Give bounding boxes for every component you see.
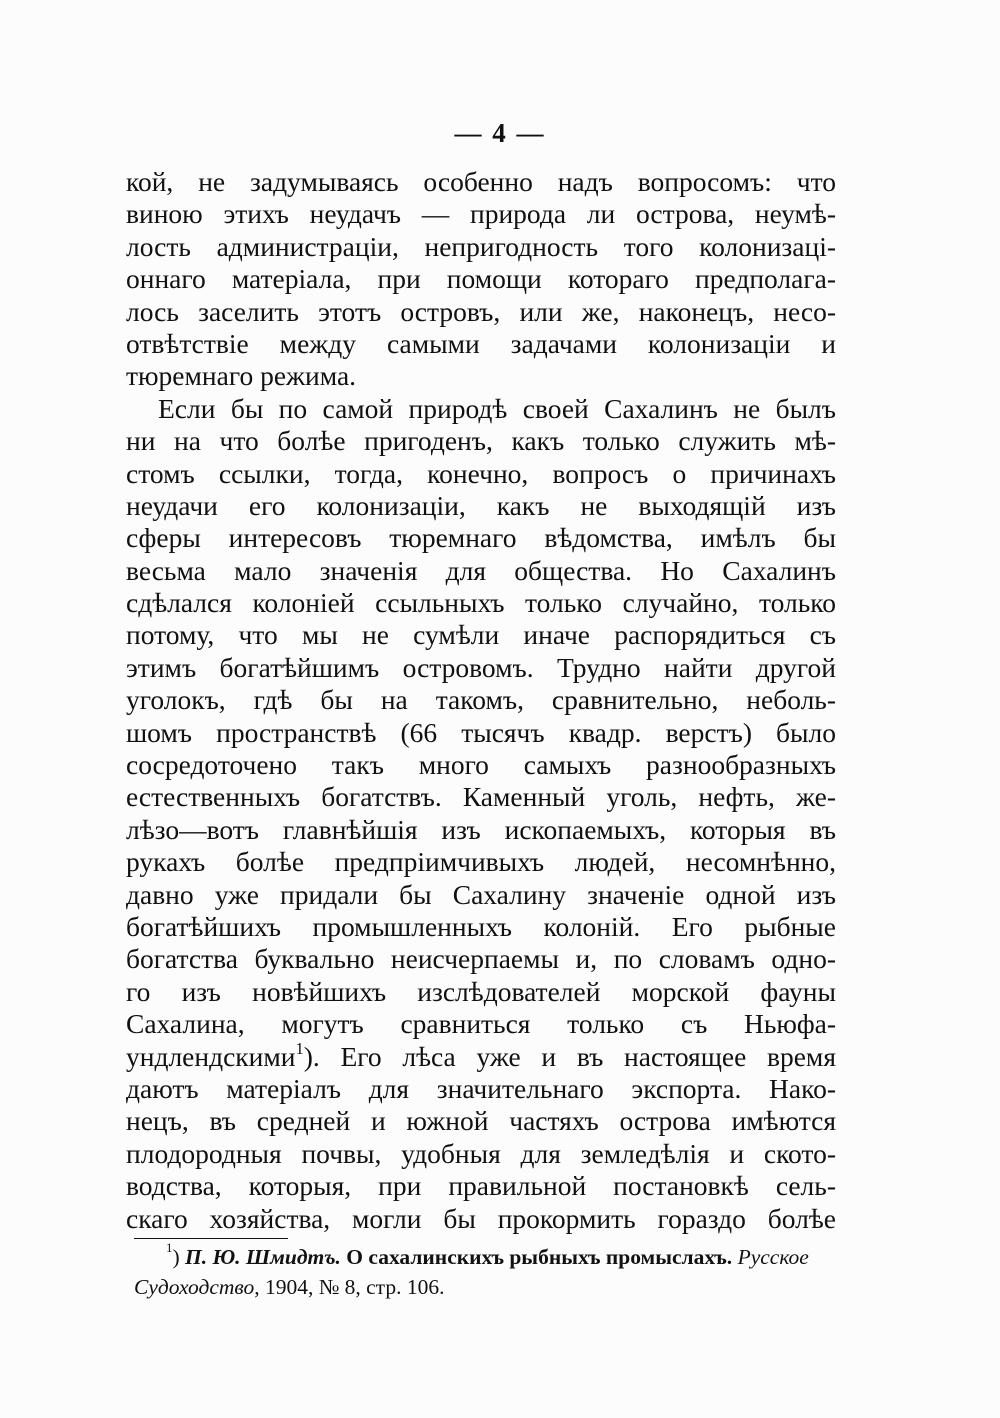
text-line: рукахъ болѣе предпрiимчивыхъ людей, несомнѣнно, xyxy=(126,846,836,878)
footnote-journal: Русское xyxy=(737,1245,809,1269)
text-line: виною этихъ неудачъ — природа ли острова, неумѣ- xyxy=(126,198,836,230)
footnote-author: П. Ю. Шмидтъ. xyxy=(185,1245,341,1269)
footnote-title: О сахалинскихъ рыбныхъ промыслахъ. xyxy=(346,1245,733,1269)
footnote-reference[interactable]: 1 xyxy=(295,1038,304,1058)
text-line-with-footnote-ref xyxy=(126,1038,836,1073)
text-line: лось заселить этотъ островъ, или же, наконецъ, несо- xyxy=(126,295,836,327)
text-fragment: ундлендскими xyxy=(126,1040,296,1072)
text-fragment: ). Его лѣса уже и въ настоящее время xyxy=(303,1040,836,1072)
text-line: богатства буквально неисчерпаемы и, по словамъ одно- xyxy=(126,943,836,975)
text-line: давно уже придали бы Сахалину значенiе одной изъ xyxy=(126,878,836,910)
text-line: Если бы по самой природѣ своей Сахалинъ не былъ xyxy=(158,392,836,424)
text-line: весьма мало значенiя для общества. Но Сахалинъ xyxy=(126,554,836,586)
text-line: ни на что болѣе пригоденъ, какъ только служить мѣ- xyxy=(126,425,836,457)
text-line: этимъ богатѣйшимъ островомъ. Трудно найти другой xyxy=(126,651,836,683)
text-line: неудачи его колонизацiи, какъ не выходящiй изъ xyxy=(126,489,836,521)
text-line: Сахалина, могутъ сравниться только съ Ньюфа- xyxy=(126,1008,836,1040)
footnote xyxy=(134,1242,834,1302)
text-line: тюремнаго режима. xyxy=(126,360,357,392)
text-line: шомъ пространствѣ (66 тысячъ квадр. верстъ) было xyxy=(126,716,836,748)
text-line: нецъ, въ средней и южной частяхъ острова имѣются xyxy=(126,1105,836,1137)
text-line: отвѣтствiе между самыми задачами колонизацiи и xyxy=(126,327,836,359)
text-line: сосредоточено такъ много самыхъ разнообразныхъ xyxy=(126,749,836,781)
text-line: лѣзо—вотъ главнѣйшiя изъ ископаемыхъ, которыя въ xyxy=(126,813,836,845)
footnote-journal: Судоходство xyxy=(134,1275,255,1299)
footnote-marker: 1 xyxy=(166,1241,173,1255)
body-text xyxy=(126,166,836,1235)
text-line: потому, что мы не сумѣли иначе распорядиться съ xyxy=(126,619,836,651)
text-line: уголокъ, гдѣ бы на такомъ, сравнительно, неболь- xyxy=(126,684,836,716)
text-line: стомъ ссылки, тогда, конечно, вопросъ о причинахъ xyxy=(126,457,836,489)
footnote-paren: ) xyxy=(172,1245,180,1269)
text-line: сферы интересовъ тюремнаго вѣдомства, имѣлъ бы xyxy=(126,522,836,554)
text-line: лость администрацiи, непригодность того колонизацi- xyxy=(126,230,836,262)
footnote-details: , 1904, № 8, стр. 106. xyxy=(254,1275,445,1299)
text-line: кой, не задумываясь особенно надъ вопросомъ: что xyxy=(126,166,836,197)
text-line: водства, которыя, при правильной постановкѣ сель- xyxy=(126,1170,836,1202)
text-line: плодородныя почвы, удобныя для земледѣлiя и ското- xyxy=(126,1137,836,1169)
text-line: естественныхъ богатствъ. Каменный уголь, нефть, же- xyxy=(126,781,836,813)
footnote-line xyxy=(134,1272,834,1302)
text-line: богатѣйшихъ промышленныхъ колонiй. Его рыбные xyxy=(126,910,836,942)
footnote-divider xyxy=(134,1238,288,1239)
text-line: скаго хозяйства, могли бы прокормить гораздо болѣе xyxy=(126,1202,836,1234)
footnote-line xyxy=(134,1242,834,1272)
page-number: — 4 — xyxy=(454,118,546,148)
text-line: го изъ новѣйшихъ изслѣдователей морской фауны xyxy=(126,975,836,1007)
text-line: даютъ матерiалъ для значительнаго экспорта. Нако- xyxy=(126,1072,836,1104)
text-line: оннаго матерiала, при помощи котораго предполага- xyxy=(126,263,836,295)
text-line: сдѣлался колонiей ссыльныхъ только случайно, только xyxy=(126,587,836,619)
